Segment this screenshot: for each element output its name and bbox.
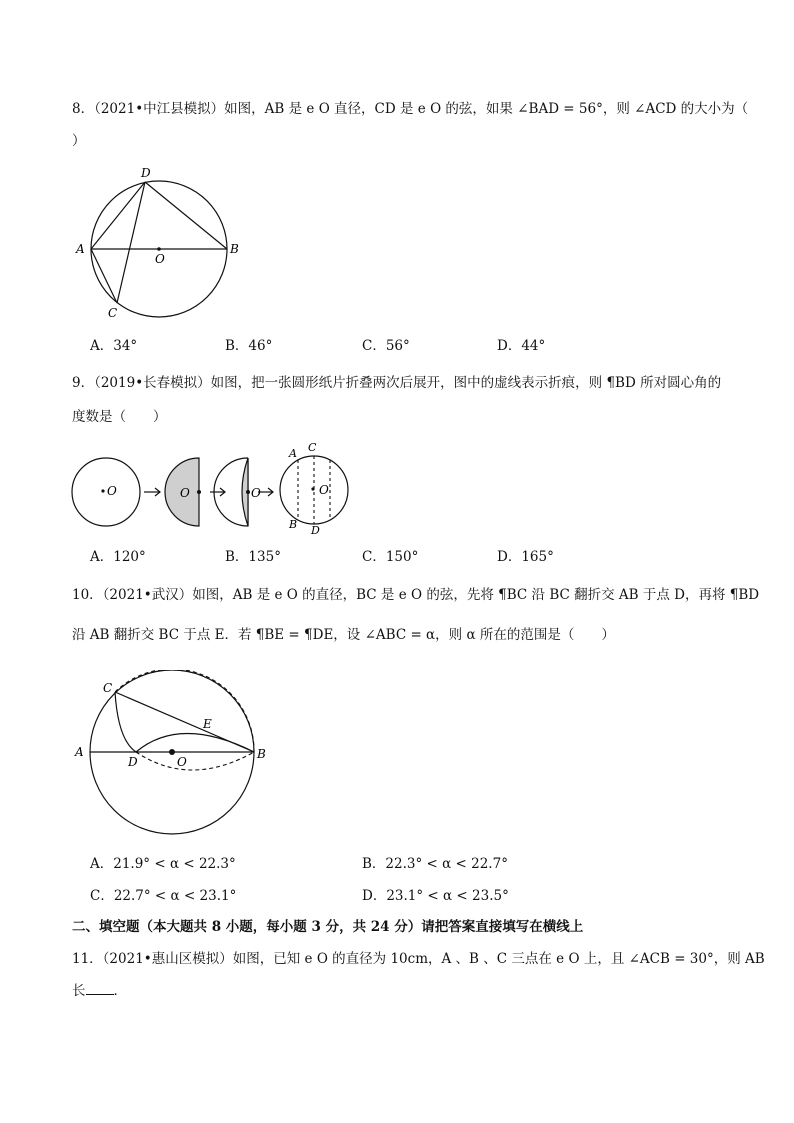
q10-label-c: C [103, 681, 113, 695]
q8-option-b: B．46° [225, 338, 273, 354]
q9-fig1-label-o: O [107, 484, 117, 498]
q10-option-a: A．21.9° < α < 22.3° [90, 856, 236, 872]
q8-label-b: B [230, 242, 239, 256]
q10-stem-line1: 10．（2021•武汉）如图，AB 是 e O 的直径，BC 是 e O 的弦，先将 ¶BC 沿 BC 翻折交 AB 于点 D，再将 ¶BD [72, 587, 760, 603]
q9-fig2-label-o: O [180, 486, 190, 500]
q9-figure [68, 438, 368, 538]
q8-label-o: O [155, 252, 165, 266]
q8-label-d: D [141, 166, 151, 180]
q9-fig3-label-o: O [251, 486, 261, 500]
q10-label-d: D [128, 755, 138, 769]
q8-stem-line2: ） [72, 133, 86, 149]
q9-stem-line2: 度数是（ ） [72, 409, 167, 425]
q9-option-a: A．120° [90, 549, 146, 565]
section-2-heading: 二、填空题（本大题共 8 小题，每小题 3 分，共 24 分）请把答案直接填写在横线上 [72, 919, 584, 935]
q10-option-d: D．23.1° < α < 23.5° [362, 888, 509, 904]
q10-figure [70, 670, 280, 850]
q11-stem-line2: 长 ． [72, 983, 127, 999]
q8-figure [70, 160, 250, 325]
q10-label-o: O [177, 755, 187, 769]
q10-label-a: A [75, 745, 84, 759]
q8-option-a: A．34° [90, 338, 138, 354]
q9-fig4-label-o: O [319, 483, 329, 497]
q10-option-b: B．22.3° < α < 22.7° [362, 856, 508, 872]
q9-fig4-label-d: D [311, 524, 320, 537]
q9-option-b: B．135° [225, 549, 281, 565]
q8-label-a: A [76, 242, 85, 256]
q11-stem-line2-text: 长 [72, 983, 86, 999]
q8-label-c: C [108, 306, 118, 320]
q9-stem-line1: 9．（2019•长春模拟）如图，把一张圆形纸片折叠两次后展开，图中的虚线表示折痕，则 ¶BD 所对圆心角的 [72, 375, 722, 391]
q8-option-c: C．56° [362, 338, 410, 354]
q9-fig4-label-c: C [308, 441, 317, 454]
q8-stem-line1: 8．（2021•中江县模拟）如图，AB 是 e O 直径，CD 是 e O 的弦，如果 ∠BAD = 56°，则 ∠ACD 的大小为（ [72, 101, 749, 117]
q11-stem-line1: 11．（2021•惠山区模拟）如图，已知 e O 的直径为 10cm，A 、B 、C 三点在 e O 上，且 ∠ACB = 30°，则 AB [72, 951, 765, 967]
q10-label-b: B [257, 747, 266, 761]
q9-option-d: D．165° [497, 549, 554, 565]
q10-label-e: E [203, 717, 212, 731]
q10-option-c: C．22.7° < α < 23.1° [90, 888, 237, 904]
q9-fig4-label-b: B [289, 518, 298, 531]
q11-answer-blank [86, 982, 114, 995]
q8-option-d: D．44° [497, 338, 546, 354]
q9-option-c: C．150° [362, 549, 419, 565]
q10-stem-line2: 沿 AB 翻折交 BC 于点 E．若 ¶BE = ¶DE，设 ∠ABC = α，则 α 所在的范围是（ ） [72, 627, 615, 643]
q9-fig4-label-a: A [289, 447, 297, 460]
